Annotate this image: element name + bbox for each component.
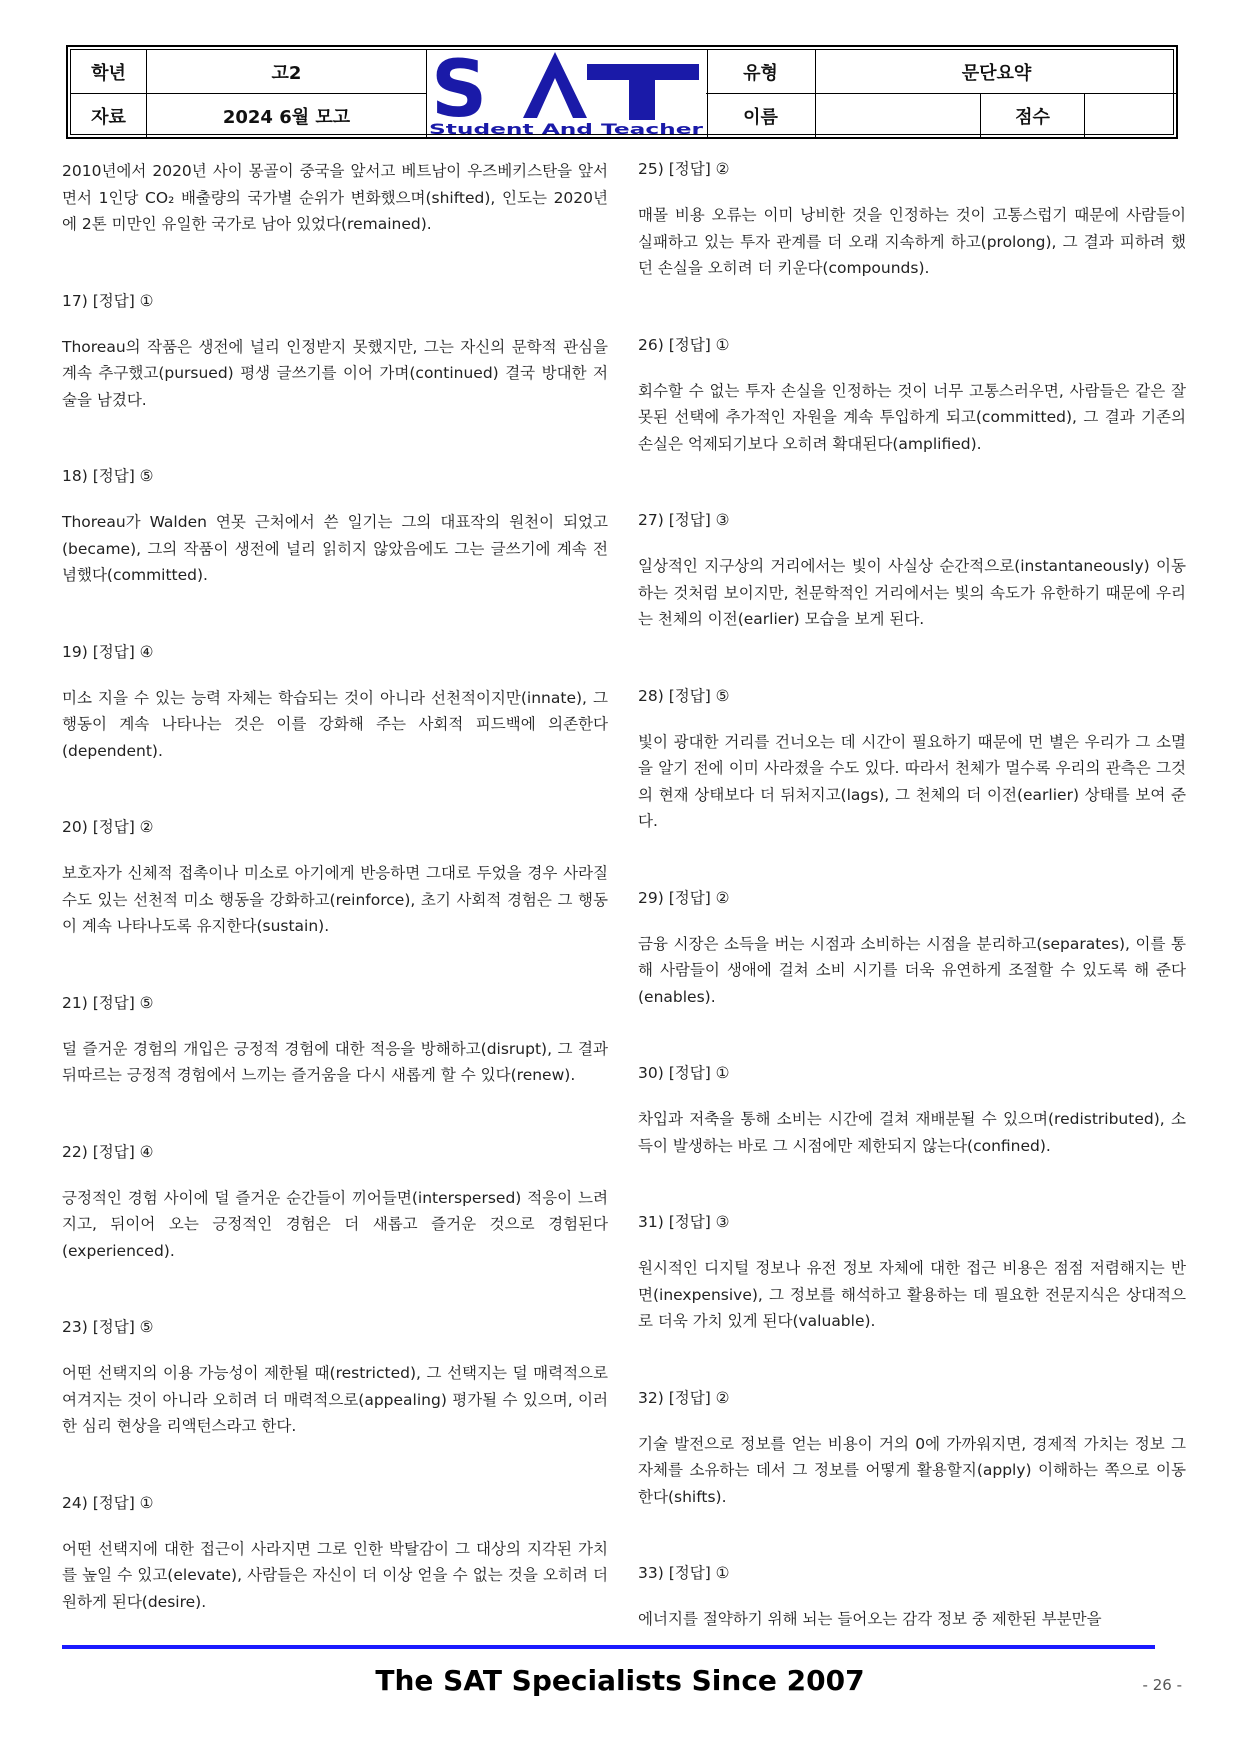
answer-item-30 <box>638 1062 1186 1159</box>
logo-letter-t-stem <box>629 64 655 120</box>
answer-item-18 <box>62 465 608 589</box>
answer-summary: 미소 지을 수 있는 능력 자체는 학습되는 것이 아니라 선천적이지만(innate), 그 행동이 계속 나타나는 것은 이를 강화해 주는 사회적 피드백에 의존한다(dependent). <box>62 688 608 760</box>
answer-item-22 <box>62 1141 608 1265</box>
answer-number: 28) [정답] ⑤ <box>638 686 730 705</box>
answer-item-32 <box>638 1387 1186 1511</box>
intro-summary: 2010년에서 2020년 사이 몽골이 중국을 앞서고 베트남이 우즈베키스탄을 앞서면서 1인당 CO₂ 배출량의 국가별 순위가 변화했으며(shifted), 인도는 2020년에 2톤 미만인 유일한 국가로 남아 있었다(remained). <box>62 162 608 233</box>
grade-label: 학년 <box>71 50 147 93</box>
answer-summary: 기술 발전으로 정보를 얻는 비용이 거의 0에 가까워지면, 경제적 가치는 정보 그 자체를 소유하는 데서 그 정보를 어떻게 활용할지(apply) 이해하는 쪽으로 이동한다(shifts). <box>638 1434 1186 1506</box>
header-table <box>66 45 1178 139</box>
name-field[interactable] <box>816 94 981 138</box>
answer-item-29 <box>638 887 1186 1011</box>
answer-summary: 긍정적인 경험 사이에 덜 즐거운 순간들이 끼어들면(interspersed) 적응이 느려지고, 뒤이어 오는 긍정적인 경험은 더 새롭고 즐거운 것으로 경험된다(experienced). <box>62 1188 608 1260</box>
material-label: 자료 <box>71 94 147 138</box>
page-number: - 26 - <box>1142 1676 1182 1694</box>
answer-summary: Thoreau의 작품은 생전에 널리 인정받지 못했지만, 그는 자신의 문학적 관심을 계속 추구했고(pursued) 평생 글쓰기를 이어 가며(continued) 결국 방대한 저술을 남겼다. <box>62 337 608 409</box>
answer-number: 25) [정답] ② <box>638 160 730 178</box>
answer-item-25 <box>638 158 1186 282</box>
score-field[interactable] <box>1085 94 1177 138</box>
answer-number: 21) [정답] ⑤ <box>62 993 154 1012</box>
grade-value: 고2 <box>271 62 302 84</box>
footer-title: The SAT Specialists Since 2007 <box>375 1664 865 1697</box>
material-value: 2024 6월 모고 <box>222 107 351 128</box>
answer-number: 33) [정답] ① <box>638 1564 730 1582</box>
answer-item-19 <box>62 641 608 765</box>
header-inner <box>70 49 1174 138</box>
answer-number: 24) [정답] ① <box>62 1493 154 1512</box>
answer-number: 20) [정답] ② <box>62 818 154 836</box>
answer-summary: 어떤 선택지의 이용 가능성이 제한될 때(restricted), 그 선택지는 덜 매력적으로 여겨지는 것이 아니라 오히려 더 매력적으로(appealing) 평가될 수 있으며, 이러한 심리 현상을 리액턴스라고 한다. <box>62 1364 608 1435</box>
answer-number: 17) [정답] ① <box>62 291 154 310</box>
answer-summary: 덜 즐거운 경험의 개입은 긍정적 경험에 대한 적응을 방해하고(disrupt), 그 결과 뒤따르는 긍정적 경험에서 느끼는 즐거움을 다시 새롭게 할 수 있다(renew). <box>62 1039 608 1084</box>
sat-logo-graphic <box>427 50 707 138</box>
answer-number: 19) [정답] ④ <box>62 642 154 661</box>
answer-summary: 차입과 저축을 통해 소비는 시간에 걸쳐 재배분될 수 있으며(redistributed), 소득이 발생하는 바로 그 시점에만 제한되지 않는다(confined). <box>638 1110 1186 1155</box>
answer-number: 29) [정답] ② <box>638 888 730 907</box>
sat-logo <box>426 50 708 138</box>
answer-item-20 <box>62 816 608 940</box>
answer-summary: Thoreau가 Walden 연못 근처에서 쓴 일기는 그의 대표작의 원천이 되었고(became), 그의 작품이 생전에 널리 읽히지 않았음에도 그는 글쓰기에 계속 전념했다(committed). <box>62 513 608 584</box>
type-label: 유형 <box>706 50 816 93</box>
answer-summary: 원시적인 디지털 정보나 유전 정보 자체에 대한 접근 비용은 점점 저렴해지는 반면(inexpensive), 그 정보를 해석하고 활용하는 데 필요한 전문지식은 상대적으로 더욱 가치 있게 된다(valuable). <box>638 1259 1186 1330</box>
answer-summary: 일상적인 지구상의 거리에서는 빛이 사실상 순간적으로(instantaneously) 이동하는 것처럼 보이지만, 천문학적인 거리에서는 빛의 속도가 유한하기 때문에 우리는 천체의 이전(earlier) 모습을 보게 된다. <box>638 557 1186 628</box>
answer-number: 27) [정답] ③ <box>638 511 730 529</box>
answer-item-33 <box>638 1562 1186 1633</box>
answer-summary: 금융 시장은 소득을 버는 시점과 소비하는 시점을 분리하고(separates), 이를 통해 사람들이 생애에 걸쳐 소비 시기를 더욱 유연하게 조절할 수 있도록 해 준다(enables). <box>638 934 1186 1006</box>
answer-summary: 에너지를 절약하기 위해 뇌는 들어오는 감각 정보 중 제한된 부분만을 <box>638 1610 1102 1628</box>
answer-summary: 매몰 비용 오류는 이미 낭비한 것을 인정하는 것이 고통스럽기 때문에 사람들이 실패하고 있는 투자 관계를 더 오래 지속하게 하고(prolong), 그 결과 피하려 했던 손실을 오히려 더 키운다(compounds). <box>638 206 1186 277</box>
answer-summary: 보호자가 신체적 접촉이나 미소로 아기에게 반응하면 그대로 두었을 경우 사라질 수도 있는 선천적 미소 행동을 강화하고(reinforce), 초기 사회적 경험은 그 행동이 계속 나타나도록 유지한다(sustain). <box>62 864 608 935</box>
logo-letter-s: S <box>431 50 488 135</box>
answer-number: 32) [정답] ② <box>638 1388 730 1407</box>
left-column <box>62 158 608 1615</box>
answer-item-28 <box>638 685 1186 835</box>
answer-number: 23) [정답] ⑤ <box>62 1318 154 1336</box>
type-value: 문단요약 <box>961 62 1032 84</box>
answer-number: 22) [정답] ④ <box>62 1142 154 1161</box>
answer-summary: 어떤 선택지에 대한 접근이 사라지면 그로 인한 박탈감이 그 대상의 지각된 가치를 높일 수 있고(elevate), 사람들은 자신이 더 이상 얻을 수 없는 것을 오히려 더 원하게 된다(desire). <box>62 1539 608 1611</box>
answer-item-27 <box>638 509 1186 633</box>
answer-item-31 <box>638 1211 1186 1335</box>
answer-number: 26) [정답] ① <box>638 335 730 354</box>
answer-item-21 <box>62 992 608 1089</box>
answer-number: 31) [정답] ③ <box>638 1213 730 1231</box>
answer-summary: 회수할 수 없는 투자 손실을 인정하는 것이 너무 고통스러우면, 사람들은 같은 잘못된 선택에 추가적인 자원을 계속 투입하게 되고(committed), 그 결과 기존의 손실은 억제되기보다 오히려 확대된다(amplified). <box>638 381 1186 453</box>
name-label: 이름 <box>706 94 816 138</box>
score-label: 점수 <box>981 94 1085 138</box>
answer-number: 30) [정답] ① <box>638 1064 730 1082</box>
logo-letter-a <box>523 52 587 118</box>
answer-item-26 <box>638 334 1186 458</box>
answer-number: 18) [정답] ⑤ <box>62 467 154 485</box>
answer-item-24 <box>62 1492 608 1616</box>
right-column <box>638 158 1186 1633</box>
answer-item-23 <box>62 1316 608 1440</box>
logo-subtitle: Student And Teacher <box>429 122 705 138</box>
footer-rule <box>62 1645 1155 1649</box>
answer-item-17 <box>62 290 608 414</box>
answer-summary: 빛이 광대한 거리를 건너오는 데 시간이 필요하기 때문에 먼 별은 우리가 그 소멸을 알기 전에 이미 사라졌을 수도 있다. 따라서 천체가 멀수록 우리의 관측은 그것의 현재 상태보다 더 뒤처지고(lags), 그 천체의 더 이전(earlier) 상태를 보여 준다. <box>638 732 1186 830</box>
